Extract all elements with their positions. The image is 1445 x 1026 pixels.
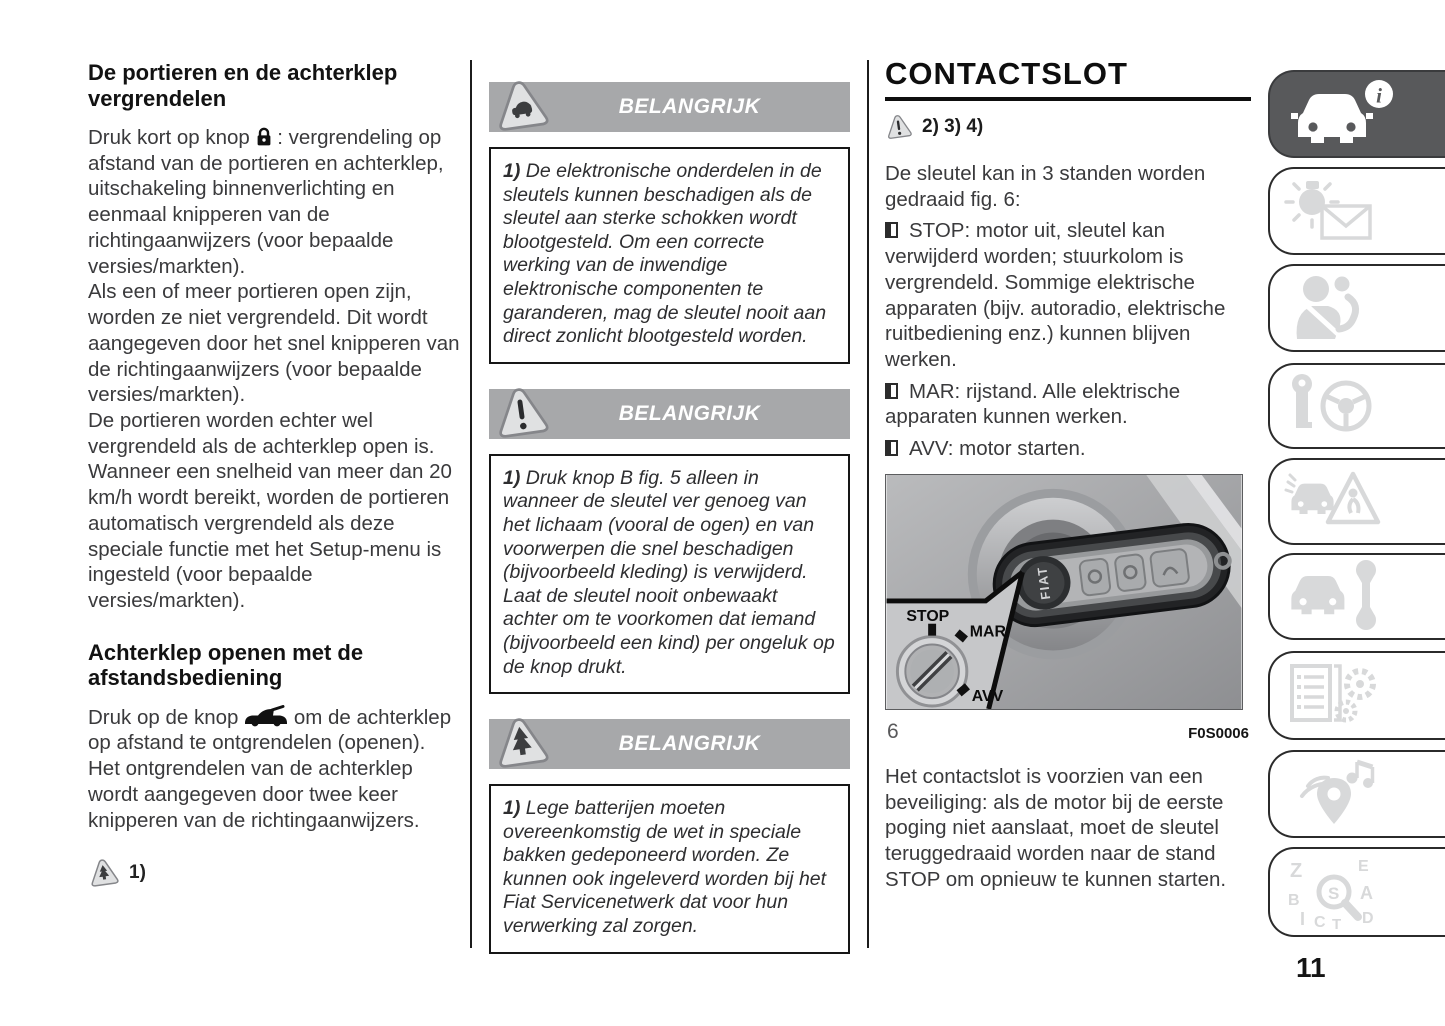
left-column [88,60,468,889]
sidebar-tab-maintenance[interactable] [1268,553,1445,640]
important-bar-title: BELANGRIJK [618,401,761,425]
sidebar-tab-dashboard-and-messages[interactable] [1268,167,1445,255]
figure-number: 6 [887,719,899,743]
bullet-mar: MAR: rijstand. Alle elektrische apparaten kunnen werken. [885,379,1181,429]
figure-ignition-lock [885,474,1251,744]
svg-text:C: C [1314,914,1326,931]
column-divider-right [867,60,869,948]
important-bar-2 [489,389,850,439]
important-bar-title: BELANGRIJK [618,732,761,756]
specs-list-gears-icon [1282,659,1382,733]
ignition-lock-photo [885,474,1243,710]
breakdown-warning-triangle-icon [1282,464,1386,540]
trunk-open-icon [244,705,288,727]
svg-text:T: T [1332,916,1342,931]
important-box-2: 1) Druk knop B fig. 5 alleen in wanneer de sleutel ver genoeg van het lichaam (vooral de ogen) en van voorwerpen die snel beschadigen (bijvoorbeeld kleding) is verwijderd. Laat de sleutel nooit onbewaakt achter om te voorkomen dat iemand (bijvoorbeeld een kind) per ongeluk op de knop drukt. [489,454,850,694]
figure-label-avv: AVV [971,687,1004,705]
important-bar-3 [489,719,850,769]
middle-column [489,82,850,979]
svg-text:D: D [1362,910,1374,927]
sidebar-tab-emergency[interactable] [1268,458,1445,545]
page-number: 11 [1296,952,1326,983]
sidebar-tab-starting-and-driving[interactable] [1268,363,1445,449]
footnote-refs-row [885,113,1251,141]
page-title: CONTACTSLOT [885,58,1251,101]
svg-text:B: B [1288,892,1300,909]
paragraph-lock-doors: Druk kort op knop : vergrendeling op afstand van de portieren en achterklep, uitschakeling binnenverlichting en eenmaal knipperen van de richtingaanwijzers (voor bepaalde versies/markten). [88,126,444,278]
square-bullet-icon [885,383,898,399]
car-wrench-icon [1282,559,1386,635]
sidebar-tab-multimedia[interactable] [1268,750,1445,838]
sidebar-tab-index[interactable] [1268,847,1445,937]
paragraph-doors-open: Als een of meer portieren open zijn, worden ze niet vergrendeld. Dit wordt aangegeven door het snel knipperen van de richtingaanwijzers (voor bepaalde versies/markten). [88,280,460,407]
right-column [885,58,1251,893]
sidebar-tab-vehicle-info[interactable] [1268,70,1445,158]
sidebar-tab-technical-data[interactable] [1268,651,1445,740]
svg-text:Z: Z [1290,860,1303,882]
important-box-1: 1) De elektronische onderdelen in de sleutels kunnen beschadigen als de sleutel aan sterke schokken wordt blootgesteld. Om een correcte werking van de inwendige elektronische componenten te garanderen, mag de sleutel nooit aan direct zonlicht blootgesteld worden. [489,147,850,364]
square-bullet-icon [885,222,898,238]
paragraph-open-tailgate: Druk op de knop om de achterklep op afstand te ontgrendelen (openen). [88,705,452,755]
car-info-icon [1282,75,1398,153]
intro-paragraph: De sleutel kan in 3 standen worden gedraaid fig. 6: [885,162,1206,211]
sidebar-tab-safety[interactable] [1268,264,1445,352]
key-steering-wheel-icon [1282,370,1382,442]
square-bullet-icon [885,440,898,456]
important-box-3: 1) Lege batterijen moeten overeenkomstig de wet in speciale bakken gedeponeerd worden. Ze kunnen ook ingeleverd worden bij het Fiat Servicenetwerk dat voor hun verwerking zal zorgen. [489,784,850,954]
bullet-avv: AVV: motor starten. [885,436,1251,462]
svg-text:A: A [1360,883,1373,903]
svg-text:S: S [1328,884,1340,903]
lock-icon [256,127,272,147]
footnote-refs: 2) 3) 4) [922,116,984,137]
paragraph-auto-lock: De portieren worden echter wel vergrendeld als de achterklep open is. Wanneer een snelheid van meer dan 20 km/h wordt bereikt, worden de portieren automatisch vergrendeld als deze speciale functie met het Setup-menu is ingesteld (voor bepaalde versies/markten). [88,408,452,612]
important-bar-1 [489,82,850,132]
seatbelt-airbag-icon [1282,271,1382,345]
bullet-stop: STOP: motor uit, sleutel kan verwijderd worden; stuurkolom is vergrendeld. Sommige elektrische apparaten (bijv. autoradio, elektrische ruitbediening enz.) kunnen blijven werken. [885,219,1226,372]
footnote-ref: 1) [129,862,146,884]
info-letter: i [1376,83,1382,108]
footnote-marker-row [88,857,468,889]
index-magnifier-icon [1282,853,1386,931]
important-bar-title: BELANGRIJK [618,95,761,118]
paragraph-tailgate-flash: Het ontgrendelen van de achterklep wordt aangegeven door twee keer knipperen van de richtingaanwijzers. [88,757,420,832]
warning-light-envelope-icon [1282,174,1386,248]
section-heading-open-tailgate: Achterklep openen met de afstandsbediening [88,639,364,691]
svg-text:E: E [1358,858,1369,875]
figure-caption [887,720,1249,744]
warning-triangle-exclamation-icon [885,113,913,141]
multimedia-nav-audio-icon [1282,756,1382,832]
section-heading-lock-doors: De portieren en de achterklep vergrendelen [88,60,398,111]
svg-text:I: I [1300,909,1306,929]
figure-label-stop: STOP [906,607,950,625]
column-divider-left [470,60,472,948]
fiat-logo-text: FIAT [1034,565,1054,601]
figure-code: F0S0006 [1188,724,1249,742]
figure-label-mar: MAR [969,623,1006,641]
outro-paragraph: Het contactslot is voorzien van een beveiliging: als de motor bij de eerste poging niet aanslaat, moet de sleutel teruggedraaid worden naar de stand STOP om opnieuw te kunnen starten. [885,764,1227,891]
warning-triangle-tree-icon [88,857,120,889]
